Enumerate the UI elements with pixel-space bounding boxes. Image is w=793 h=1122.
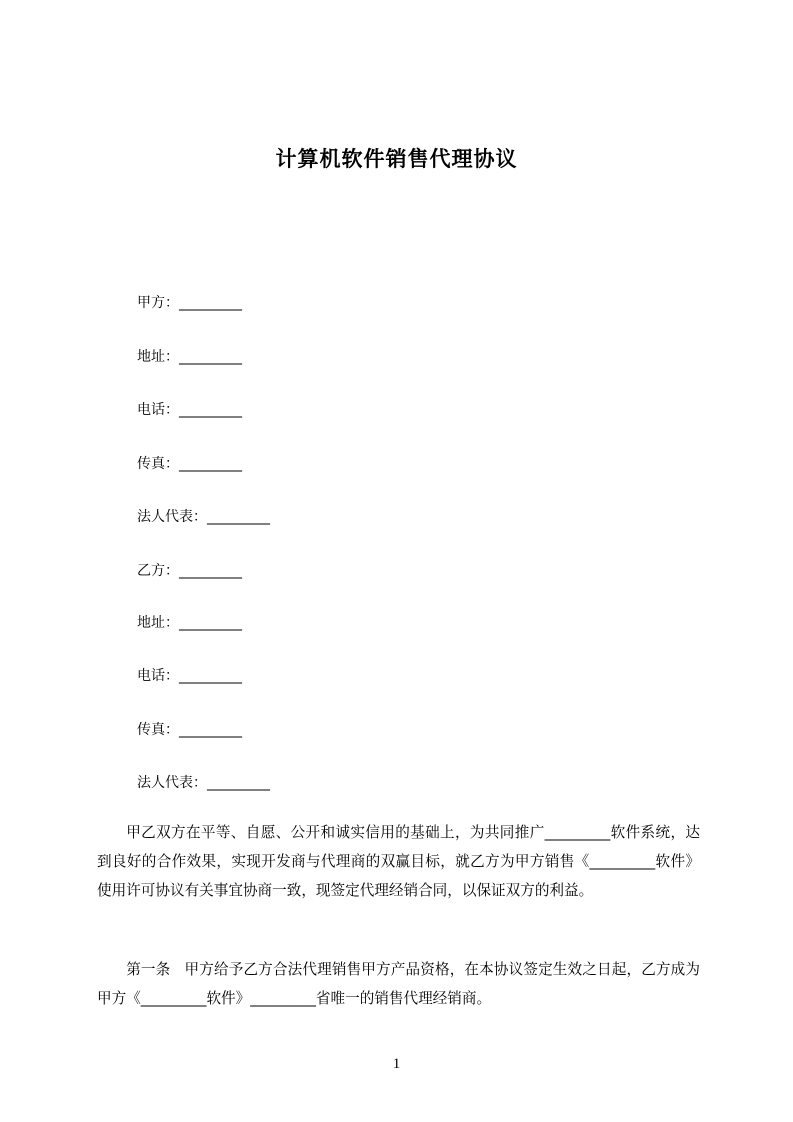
field-label: 传真： [137, 722, 179, 738]
field-label: 传真： [137, 456, 179, 472]
party-a-field [137, 292, 242, 312]
article-1-text: 甲方给予乙方合法代理销售甲方产品资格，在本协议签定生效之日起，乙方成为甲方《_________软件》_________省唯一的销售代理经销商。 [97, 961, 700, 1007]
field-blank: _________ [207, 509, 270, 525]
field-label: 地址： [137, 349, 179, 365]
field-label: 地址： [137, 615, 179, 631]
field-blank: _________ [179, 722, 242, 738]
party-a-fax-field [137, 453, 242, 473]
party-b-fax-field [137, 719, 242, 739]
field-blank: _________ [179, 295, 242, 311]
field-label: 乙方： [137, 563, 179, 579]
party-a-phone-field [137, 399, 242, 419]
party-a-address-field [137, 346, 242, 366]
article-1-paragraph [97, 955, 700, 1013]
party-b-phone-field [137, 665, 242, 685]
page-number: 1 [392, 1056, 401, 1072]
field-label: 法人代表： [137, 509, 207, 525]
field-label: 电话： [137, 668, 179, 684]
preamble-paragraph: 甲乙双方在平等、自愿、公开和诚实信用的基础上，为共同推广_________软件系统，达到良好的合作效果，实现开发商与代理商的双赢目标，就乙方为甲方销售《_________软件》使用许可协议有关事宜协商一致，现签定代理经销合同，以保证双方的利益。 [97, 824, 700, 899]
field-blank: _________ [179, 615, 242, 631]
field-blank: _________ [207, 775, 270, 791]
party-b-address-field [137, 612, 242, 632]
field-blank: _________ [179, 402, 242, 418]
document-title: 计算机软件销售代理协议 [275, 147, 518, 171]
field-blank: _________ [179, 563, 242, 579]
field-blank: _________ [179, 668, 242, 684]
party-b-field [137, 560, 242, 580]
field-label: 电话： [137, 402, 179, 418]
article-1-heading: 第一条 [126, 961, 171, 978]
field-label: 法人代表： [137, 775, 207, 791]
field-blank: _________ [179, 456, 242, 472]
field-blank: _________ [179, 349, 242, 365]
field-label: 甲方： [137, 295, 179, 311]
party-a-legal-rep-field [137, 506, 270, 526]
party-b-legal-rep-field [137, 772, 270, 792]
